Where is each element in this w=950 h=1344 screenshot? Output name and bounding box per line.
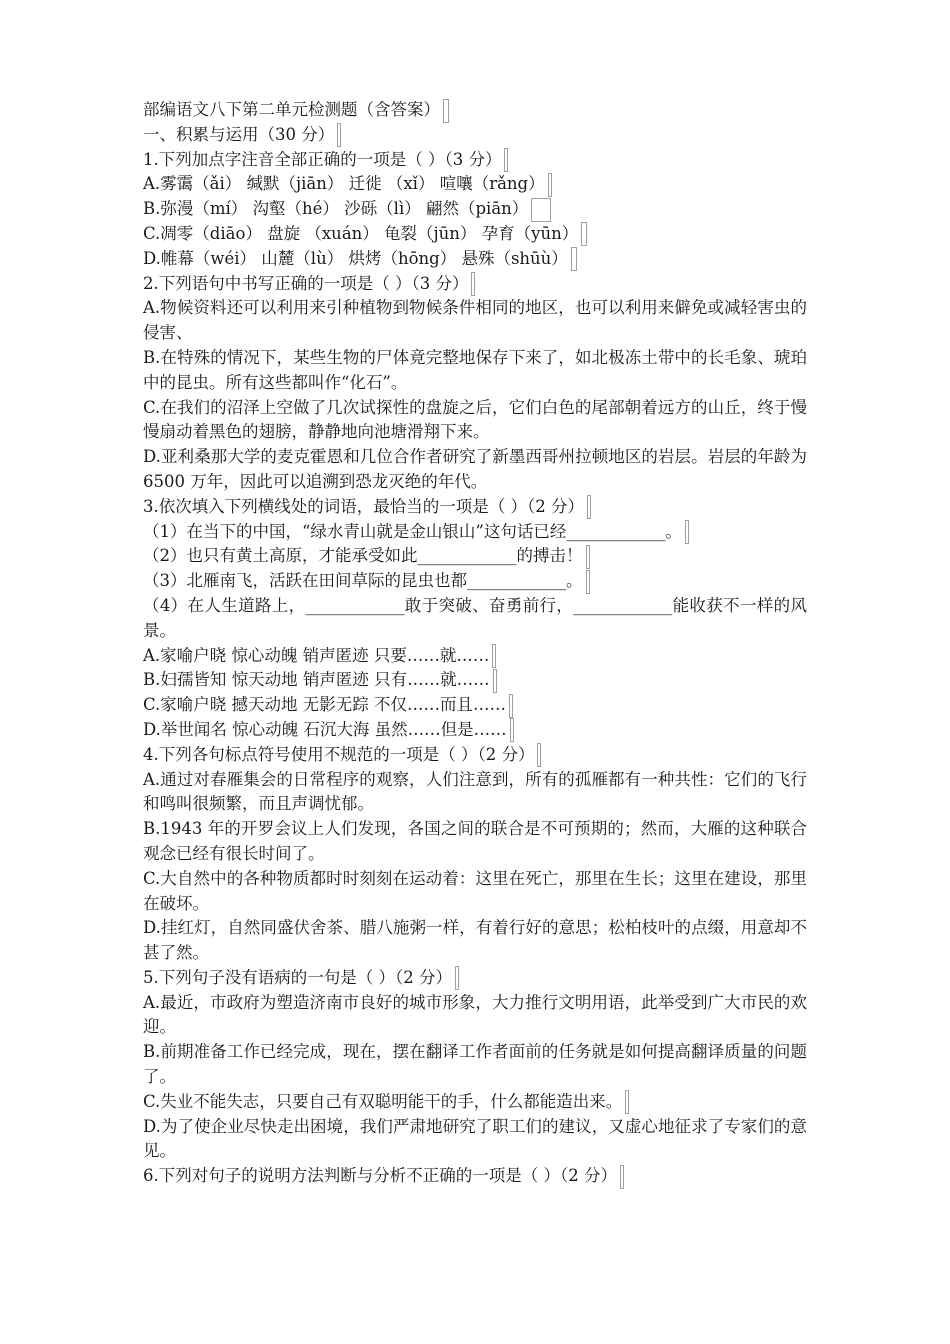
text-line	[143, 272, 807, 297]
line-text: A.家喻户晓 惊心动魄 销声匿迹 只要……就……	[143, 645, 490, 665]
text-line	[143, 644, 807, 669]
line-text: B.前期准备工作已经完成，现在，摆在翻译工作者面前的任务就是如何提高翻译质量的问题了。	[143, 1042, 807, 1087]
line-text: （3）北雁南飞，活跃在田间草际的昆虫也都____________。	[143, 571, 583, 591]
line-frame	[509, 694, 513, 718]
line-frame	[471, 272, 475, 296]
text-line	[143, 916, 807, 966]
text-line	[143, 296, 807, 346]
line-text: C.凋零（diāo） 盘旋 （xuán） 龟裂（jūn） 孕育（yūn）	[143, 223, 579, 243]
line-text: C.大自然中的各种物质都时时刻刻在运动着：这里在死亡，那里在生长；这里在建设，那里在破坏。	[143, 868, 807, 913]
line-frame	[493, 669, 497, 693]
line-text: B.弥漫（mí） 沟壑（hé） 沙砾（lì） 翩然（piān）	[143, 199, 529, 219]
line-text: 3.依次填入下列横线处的词语，最恰当的一项是（ ）（2 分）	[143, 496, 584, 516]
text-line	[143, 1090, 807, 1115]
line-frame	[685, 520, 689, 544]
line-frame	[581, 222, 587, 246]
line-frame	[571, 247, 577, 271]
line-text: 部编语文八下第二单元检测题（含答案）	[143, 100, 440, 119]
line-text: A.物候资料还可以利用来引种植物到物候条件相同的地区，也可以利用来僻免或减轻害虫的侵害、	[143, 298, 807, 343]
line-frame	[620, 1165, 624, 1189]
line-text: D.亚利桑那大学的麦克霍恩和几位合作者研究了新墨西哥州拉顿地区的岩层。岩层的年龄为 6500 万年，因此可以追溯到恐龙灭绝的年代。	[143, 447, 807, 491]
line-frame	[586, 570, 590, 594]
text-line	[143, 222, 807, 247]
text-line	[143, 520, 807, 545]
text-line	[143, 396, 807, 446]
text-line	[143, 495, 807, 520]
document-title	[143, 98, 807, 123]
line-text: D.挂红灯，自然同盛伏舍茶、腊八施粥一样，有着行好的意思；松柏枝叶的点缀，用意却不甚了然。	[143, 918, 807, 963]
line-frame	[455, 966, 459, 990]
text-line	[143, 445, 807, 495]
line-text: D.为了使企业尽快走出困境，我们严肃地研究了职工们的建议，又虚心地征求了专家们的意见。	[143, 1116, 807, 1161]
text-line	[143, 768, 807, 818]
line-text: 4.下列各句标点符号使用不规范的一项是（ ）（2 分）	[143, 744, 535, 764]
line-text: C.失业不能失志，只要自己有双聪明能干的手，什么都能造出来。	[143, 1091, 623, 1111]
line-frame	[504, 148, 508, 172]
text-line	[143, 693, 807, 718]
line-text: 6.下列对句子的说明方法判断与分析不正确的一项是（ ）（2 分）	[143, 1166, 617, 1186]
text-line	[143, 544, 807, 569]
line-text: D.帷幕（wéi） 山麓（lù） 烘烤（hōng） 悬殊（shūù）	[143, 248, 568, 268]
text-line	[143, 148, 807, 173]
text-line	[143, 718, 807, 743]
line-text: 一、积累与运用（30 分）	[143, 124, 335, 144]
line-text: A.通过对春雁集会的日常程序的观察，人们注意到，所有的孤雁都有一种共性：它们的飞行和鸣叫很频繁，而且声调忧郁。	[143, 769, 807, 814]
line-frame	[537, 743, 541, 767]
text-line	[143, 346, 807, 396]
line-text: B.妇孺皆知 惊天动地 销声匿迹 只有……就……	[143, 670, 490, 690]
text-line	[143, 867, 807, 917]
line-text: C.在我们的沼泽上空做了几次试探性的盘旋之后，它们白色的尾部朝着远方的山丘，终于慢慢扇动着黑色的翅膀，静静地向池塘滑翔下来。	[143, 397, 807, 442]
text-line	[143, 123, 807, 148]
line-frame	[587, 495, 591, 519]
line-frame	[492, 644, 496, 668]
line-text: 2.下列语句中书写正确的一项是（ ）（3 分）	[143, 273, 469, 293]
line-frame	[548, 173, 552, 197]
line-text: A.最近，市政府为塑造济南市良好的城市形象，大力推行文明用语，此举受到广大市民的欢迎。	[143, 992, 807, 1037]
line-text: B.在特殊的情况下，某些生物的尸体竟完整地保存下来了，如北极冻土带中的长毛象、琥珀中的昆虫。所有这些都叫作“化石”。	[143, 347, 807, 392]
line-frame	[443, 99, 449, 123]
text-line	[143, 1040, 807, 1090]
line-text: （4）在人生道路上，____________敢于突破、奋勇前行，____________能收获不一样的风景。	[143, 595, 807, 640]
line-frame	[510, 718, 514, 742]
line-text: 5.下列句子没有语病的一句是（ ）（2 分）	[143, 967, 452, 987]
line-frame	[625, 1090, 629, 1114]
line-text: （2）也只有黄土高原，才能承受如此____________的搏击！	[143, 546, 583, 566]
line-text: B.1943 年的开罗会议上人们发现，各国之间的联合是不可预期的；然而，大雁的这种联合观念已经有很长时间了。	[143, 819, 807, 863]
line-frame	[586, 545, 590, 569]
text-line	[143, 1115, 807, 1165]
text-line	[143, 247, 807, 272]
line-text: A.雾霭（ǎi） 缄默（jiān） 迁徙 （xǐ） 喧嚷（rǎng）	[143, 174, 545, 194]
text-line	[143, 569, 807, 594]
text-line	[143, 1164, 807, 1189]
line-text: D.举世闻名 惊心动魄 石沉大海 虽然……但是……	[143, 719, 507, 739]
line-text: 1.下列加点字注音全部正确的一项是（ ）（3 分）	[143, 149, 502, 169]
text-line	[143, 743, 807, 768]
text-line	[143, 197, 807, 222]
text-line	[143, 966, 807, 991]
document-body	[143, 98, 807, 1189]
text-line	[143, 668, 807, 693]
line-text: （1）在当下的中国，“绿水青山就是金山银山”这句话已经____________。	[143, 521, 682, 541]
line-text: C.家喻户晓 撼天动地 无影无踪 不仅……而且……	[143, 695, 507, 715]
text-line	[143, 817, 807, 867]
text-line	[143, 594, 807, 644]
line-frame	[337, 123, 341, 147]
line-frame	[531, 198, 551, 222]
text-line	[143, 172, 807, 197]
text-line	[143, 991, 807, 1041]
